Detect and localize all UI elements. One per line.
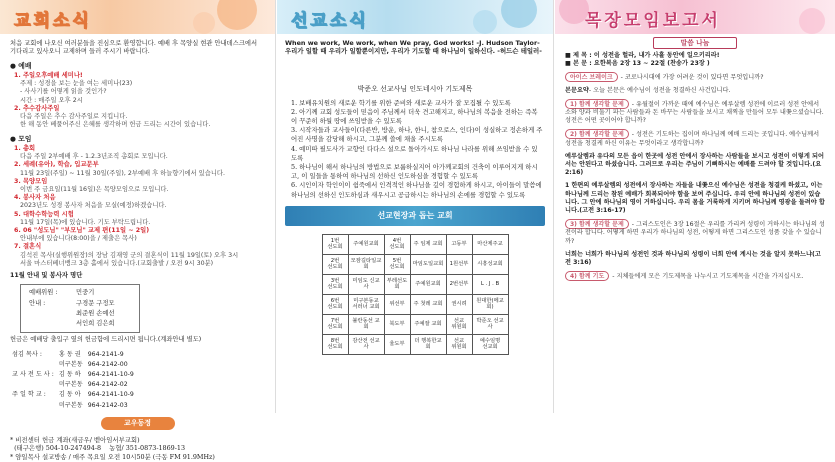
icebreak-block xyxy=(565,72,825,82)
mission-news-panel xyxy=(277,0,554,413)
contact-row xyxy=(12,371,137,379)
worship-item-heading: 2. 추수감사주일 xyxy=(14,104,60,112)
prayer-item: 4. 예미따 필도사가 교향인 다다스 설으로 돌아가시도 하나님 나라를 위해 쓰임받을 수 있도록 xyxy=(291,144,538,162)
attendance-role: 안내 : xyxy=(29,299,46,307)
word-sharing-heading: 말씀 나눔 xyxy=(653,37,737,49)
meeting-item-heading: 3. 목양모임 xyxy=(14,177,48,185)
sermon-topic: ■ 제 목 : 이 성전을 헐라, 내가 사흘 동안에 일으키리라! xyxy=(565,52,720,59)
prayer-item: 3. 시작자들과 교사들이(다른반, 방운, 하나, 한니, 참으로스, 인다)이 성실하고 정손하게 주어진 사명을 감당해 하시고, 그분께 쓸에 채울 주시도록 xyxy=(291,126,543,144)
summary-label: 본문요약 xyxy=(565,86,589,94)
worship-item xyxy=(10,72,265,105)
summary-block xyxy=(565,87,825,95)
footer-line: * 비전센터 헌금 계좌(새금우/ 벧아임서부교회) xyxy=(10,435,140,444)
mission-team-cell: 7번 선도회 xyxy=(322,314,348,334)
flower-decoration xyxy=(217,0,257,30)
mission-team-cell: 4번 선도회 xyxy=(384,234,410,254)
meeting-item-detail: 서울 마스터베너뱅크 3층 홀에서 있습니다.(교회출발 / 오전 9시 30분) xyxy=(20,259,214,267)
prayer-title: 박준오 선교사님 인도네시아 기도제목 xyxy=(357,84,473,93)
offering-notice: 헌금은 예배당 출입구 옆의 헌금함에 드리시면 됩니다.(계좌안내 별도) xyxy=(10,336,202,344)
prayer-block xyxy=(565,271,825,281)
attendance-table xyxy=(20,284,140,333)
question-text: - 그리스도인은 3장 16절은 우리를 가리켜 성령이 거하시는 하나님의 성전이라 합니다. 어떻게 하면 우리가 하나님의 성전, 어떻게 하면 그리스도인 성품 갖을 수 있습니까? xyxy=(565,221,825,245)
attendance-names: 민중기 xyxy=(76,289,95,297)
meeting-item-detail: 다음 주일 2부예배 후 - 1.2.3년조직 총회로 모입니다. xyxy=(20,153,168,161)
contact-phone: 964-2141-10-9 xyxy=(87,371,134,379)
contacts-table xyxy=(10,349,139,412)
contact-role: 섬김 목사 : xyxy=(12,350,42,358)
contact-role xyxy=(12,381,57,389)
meeting-item-detail: 11월 23일(주일) ~ 11월 30일(주일), 2부예배 후 하늘향기에서 있습니다. xyxy=(20,169,225,177)
contact-role xyxy=(12,402,57,410)
question-text: - 성전은 기도하는 집이며 하나님께 예배 드리는 곳입니다. 예수님께서 성전을 청결케 하신 이유는 무엇이라고 생각합니까? xyxy=(565,131,820,147)
meeting-item-heading: 5. 대학수학능력 시험 xyxy=(14,210,74,218)
meeting-item-heading: 2. 세례(유아), 학습, 입교문부 xyxy=(14,161,99,169)
attendance-role: 예배위원 : xyxy=(29,289,58,297)
mission-sites-row xyxy=(322,314,508,334)
prayer-text: - 지체들에게 모은 기도제목을 나누시고 기도제목을 시간을 가지십시오. xyxy=(612,273,804,281)
mission-team-cell: 3번 선도회 xyxy=(322,274,348,294)
flower-decoration xyxy=(193,12,215,34)
contact-role xyxy=(12,361,57,369)
contact-name: 미구본동 xyxy=(58,381,83,389)
icebreak-label: 아이스 브레이크 xyxy=(565,72,618,82)
mission-sites-row xyxy=(322,294,508,314)
prayer-item: 1. 보배유치원의 새로운 학기를 위한 준비와 새로운 교사가 잘 모집될 수 있도록 xyxy=(291,98,511,107)
footer-notes xyxy=(0,430,275,462)
worship-item-detail: 주제 : 성경을 보는 눈을 여는 세미나(23) xyxy=(20,80,133,88)
contact-name: 김 동 하 xyxy=(58,371,81,379)
attendance-row xyxy=(27,310,133,318)
supporting-church-cell: 주예잘 교회 xyxy=(410,314,446,334)
worship-item-detail: 시간 : 매주일 오후 2시 xyxy=(20,96,83,104)
contact-role: 교 사 전 도 사 : xyxy=(12,371,54,379)
mission-team-cell: 선교 위원회 xyxy=(446,314,472,334)
mission-sites-row xyxy=(322,234,508,254)
question-block xyxy=(565,129,825,147)
meeting-item-detail: 2023년도 성경 봉사자 처음을 모실(예정)하겠습니다. xyxy=(20,202,167,210)
meeting-item-detail: 안내부에 있습니다(8:00)을 / 제출은 목사) xyxy=(20,235,137,243)
supporting-church-cell: 더 행복한교회 xyxy=(410,334,446,354)
worship-item-detail: 다음 주일은 추수 감사주일로 지킵니다. xyxy=(20,113,128,121)
mission-news-title: 선교소식 xyxy=(291,11,369,31)
mission-sites-table xyxy=(322,234,509,355)
attendance-names: 최준원 손예선 xyxy=(76,309,115,317)
mission-team-cell: 고동부 xyxy=(446,234,472,254)
meeting-item xyxy=(10,227,265,243)
footer-line: (태구은행) 504-10-247494-8 농협/ 351-0873-1869-13 xyxy=(10,444,186,453)
church-news-banner xyxy=(0,0,275,34)
meeting-item-heading: 6. 06 "성도님" "부모님" 교제 편(11일 ~ 2일) xyxy=(14,227,150,235)
worship-item-heading: 1. 주일오후예배 세미나! xyxy=(14,72,83,79)
question-label: 2) 함께 생각할 문제 xyxy=(565,129,629,139)
contact-phone: 964-2142-00 xyxy=(87,360,128,368)
worship-item-detail: 한 해 동안 베풀어주신 은혜를 생각하며 헌금 드리는 시간이 있습니다. xyxy=(20,121,211,129)
mission-team-cell: 5번 선도회 xyxy=(384,254,410,274)
cell-group-report-panel xyxy=(555,0,835,413)
scripture-paragraph: 너희는 너희가 하나님의 성전인 것과 하나님의 성령이 너희 안에 계시는 것을 알지 못하느냐(고전 3:16) xyxy=(565,250,821,267)
supporting-church-cell: 미임도 신교사 xyxy=(348,274,384,294)
scripture-reference: ■ 본 문 : 요한복음 2장 13 ~ 22절 (찬송가 23장 ) xyxy=(565,60,710,68)
attendance-row xyxy=(27,289,133,297)
meeting-item xyxy=(10,178,265,194)
contact-role: 주 일 학 교 : xyxy=(12,391,46,399)
meeting-item-heading: 4. 봉사자 처음 xyxy=(14,194,56,202)
worship-header: ● 예배 xyxy=(10,62,32,71)
mission-sites-row xyxy=(322,254,508,274)
mission-sites-row xyxy=(322,334,508,354)
mission-news-banner xyxy=(277,0,553,34)
attendance-role xyxy=(27,320,72,328)
question-text: - 유월절이 가까운 때에 예수님은 예루살렘 성전에 이르러 성전 안에서 소와 양과 비둘기 파는 사람들과 돈 바꾸는 사람들을 보시고 채찍을 만들어 모두 내쫓으셨습니다. 성전은 어떤 곳이어야 합니까? xyxy=(565,100,824,125)
meeting-item-heading: 1. 총회 xyxy=(14,145,36,153)
question-block xyxy=(565,219,825,246)
mission-team-cell: 1번 선도회 xyxy=(322,234,348,254)
mission-sites-heading: 선교현장과 돕는 교회 xyxy=(285,206,545,226)
supporting-church-cell: 감산전 선교사 xyxy=(348,334,384,354)
supporting-church-cell: 주 첫레 교회 xyxy=(410,294,446,314)
mission-quote xyxy=(277,34,553,56)
mission-team-cell: 선교 위원회 xyxy=(446,334,472,354)
summary-text: - 오늘 본문은 예수님이 성전을 청결하신 사건입니다. xyxy=(588,86,731,94)
contact-phone: 964-2141-9 xyxy=(87,350,124,358)
supporting-church-cell: L . J . B xyxy=(472,274,508,294)
contact-phone: 964-2141-10-9 xyxy=(87,391,134,399)
mission-team-cell: 울도부 xyxy=(384,334,410,354)
mission-team-cell: 2번선부 xyxy=(446,274,472,294)
prayer-item: 5. 하나님이 해서 하나님의 방법으로 보룹하실지어 아가께교회의 건축이 이루어지게 하시고, 이 일들을 통하여 하나님의 선하신 인도하심을 경험할 수 있도록 xyxy=(291,163,538,181)
contact-row xyxy=(12,381,137,389)
mission-team-cell: 1원선부 xyxy=(446,254,472,274)
worship-item-detail: - 사사기를 어떻게 읽을 것인가? xyxy=(20,88,107,96)
supporting-church-cell: 예수임명 선교회 xyxy=(472,334,508,354)
mission-team-cell: 8번 선도회 xyxy=(322,334,348,354)
contact-phone: 964-2142-03 xyxy=(87,401,128,409)
contact-row xyxy=(12,351,137,359)
meeting-item xyxy=(10,161,265,177)
scripture-paragraph: 1 한편의 예루살렘의 성전에서 장사하는 자들을 내쫓으신 예수님은 성전을 청결케 하셨고, 이는 하나님께 드리는 참된 예배가 회복되어야 함을 보여 주십니다. 우리 안에 하나님의 성전이 있습니다. 그 안에 하나님의 영이 거하십니다. 우리 몸을 거룩하게 지키며 하나님께 영광을 돌려야 합니다.(고전 3:16-17) xyxy=(565,182,825,215)
mission-team-cell: 6번 선도회 xyxy=(322,294,348,314)
cell-group-banner xyxy=(555,0,835,34)
meeting-item xyxy=(10,194,265,210)
meeting-item xyxy=(10,211,265,227)
mission-team-cell: 부레선도회 xyxy=(384,274,410,294)
meeting-item-detail: 김석진 목사(실행위원장)의 장남 김재영 군의 결혼식이 11월 19일(토) 오후 3시 xyxy=(20,251,239,259)
flower-decoration xyxy=(799,8,825,34)
meeting-header: ● 모임 xyxy=(10,135,32,144)
supporting-church-cell: 모잠길타일교회 xyxy=(348,254,384,274)
cloud-decoration xyxy=(501,0,537,28)
attendance-names: 구경문 구정모 xyxy=(76,299,115,307)
quote-english: When we work, We work, when We pray, God works! -J. Hudson Taylor- xyxy=(285,39,540,47)
contact-phone: 964-2142-02 xyxy=(87,381,128,389)
cloud-decoration xyxy=(473,10,497,34)
supporting-church-cell: 시흥성교회 xyxy=(472,254,508,274)
member-news-heading: 교우동정 xyxy=(101,417,175,430)
mission-team-cell: 2번 선도회 xyxy=(322,254,348,274)
contact-row xyxy=(12,402,137,410)
prayer-label: 4) 함께 기도 xyxy=(565,271,609,281)
report-body xyxy=(555,49,835,281)
supporting-church-cell: 마산제주교 xyxy=(472,234,508,254)
question-block xyxy=(565,99,825,126)
cell-group-title: 목장모임보고서 xyxy=(585,11,721,31)
attendance-row xyxy=(27,320,133,328)
meeting-item-detail: 이번 주 금요일(11월 16일)은 목양모임으로 모입니다. xyxy=(20,186,169,194)
contact-row xyxy=(12,391,137,399)
contact-name: 홍 동 권 xyxy=(58,350,81,358)
attendance-names: 서인희 김은희 xyxy=(76,320,115,328)
supporting-church-cell: 미구본동교 서러너 교회 xyxy=(348,294,384,314)
contact-name: 김 동 아 xyxy=(58,391,81,399)
mission-team-cell: 권시려 xyxy=(446,294,472,314)
quote-korean: 우리가 일할 때 우리가 일할뿐이지만, 우리가 기도할 때 하나님이 일하신다. -허드슨 테일러- xyxy=(285,47,542,56)
contact-name: 미구본동 xyxy=(58,401,83,409)
footer-line: * 얌일목사 설교방송 / 매주 목요일 오전 10시50분 (극동 FM 91.9MHz) xyxy=(10,453,215,462)
church-news-panel xyxy=(0,0,276,462)
worship-item xyxy=(10,105,265,130)
prayer-list xyxy=(277,94,553,200)
meeting-item xyxy=(10,243,265,268)
meeting-item-detail: 11월 17일(목)에 있습니다. 기도 부탁드립니다. xyxy=(20,218,151,226)
contact-name: 미구본동 xyxy=(58,360,83,368)
welcome-text: 처음 교회에 나오신 여러분들을 진심으로 환영합니다. 예배 후 목양실 현관 안내데스크에서 기다리고 있사오니 교제하며 들러 주시기 바랍니다. xyxy=(10,40,258,56)
mission-sites-row xyxy=(322,274,508,294)
meeting-item-heading: 7. 결혼식 xyxy=(14,243,42,251)
attendance-role xyxy=(27,310,72,318)
supporting-church-cell: 박준오 선교사 xyxy=(472,314,508,334)
supporting-church-cell: 원대한(메교회) xyxy=(472,294,508,314)
scripture-paragraph: 예루살렘과 유다의 모든 읍이 한곳에 성전 안에서 장사하는 사람들을 보시고 성전이 이렇게 되어서는 안된다고 하셨습니다. 그러므로 우리는 주님이 기뻐하시는 예배를 드려야 할 것입니다.(요 2:16) xyxy=(565,152,824,177)
meeting-item xyxy=(10,145,265,161)
prayer-item: 2. 아기께 교회 성도들이 믿음이 주님께서 더욱 견고해지고, 하나님의 복음을 전하는 즉복이 꾸준히 하월 땅에 쓰임받을 수 있도록 xyxy=(291,107,538,125)
attendance-title: 11월 안내 및 봉사자 명단 xyxy=(10,272,83,280)
supporting-church-cell: 불란동선 교회 xyxy=(348,314,384,334)
supporting-church-cell: 주예원교회 xyxy=(348,234,384,254)
church-news-title: 교회소식 xyxy=(14,11,92,31)
contact-row xyxy=(12,361,137,369)
attendance-row xyxy=(27,300,133,308)
supporting-church-cell: 주예원교회 xyxy=(410,274,446,294)
mission-team-cell: 위선부 xyxy=(384,294,410,314)
question-label: 3) 함께 생각할 문제 xyxy=(565,219,629,229)
icebreak-text: - 코로나시대에 가장 어려운 것이 있다면 무엇입니까? xyxy=(620,74,764,82)
mission-team-cell: 북도부 xyxy=(384,314,410,334)
supporting-church-cell: 주 임제 교회 xyxy=(410,234,446,254)
supporting-church-cell: 마임도일교회 xyxy=(410,254,446,274)
prayer-item: 6. 시인이자 학인이이 쉼죽에서 인격적인 하나님을 깊이 경험하게 하시고, 아이들이 말씀에 하나님의 선하신 인도하심과 새우시고 공급하시는 하나님의 손에를 경험할 수 있도록 xyxy=(291,181,542,199)
question-label: 1) 함께 생각할 문제 xyxy=(565,99,629,109)
